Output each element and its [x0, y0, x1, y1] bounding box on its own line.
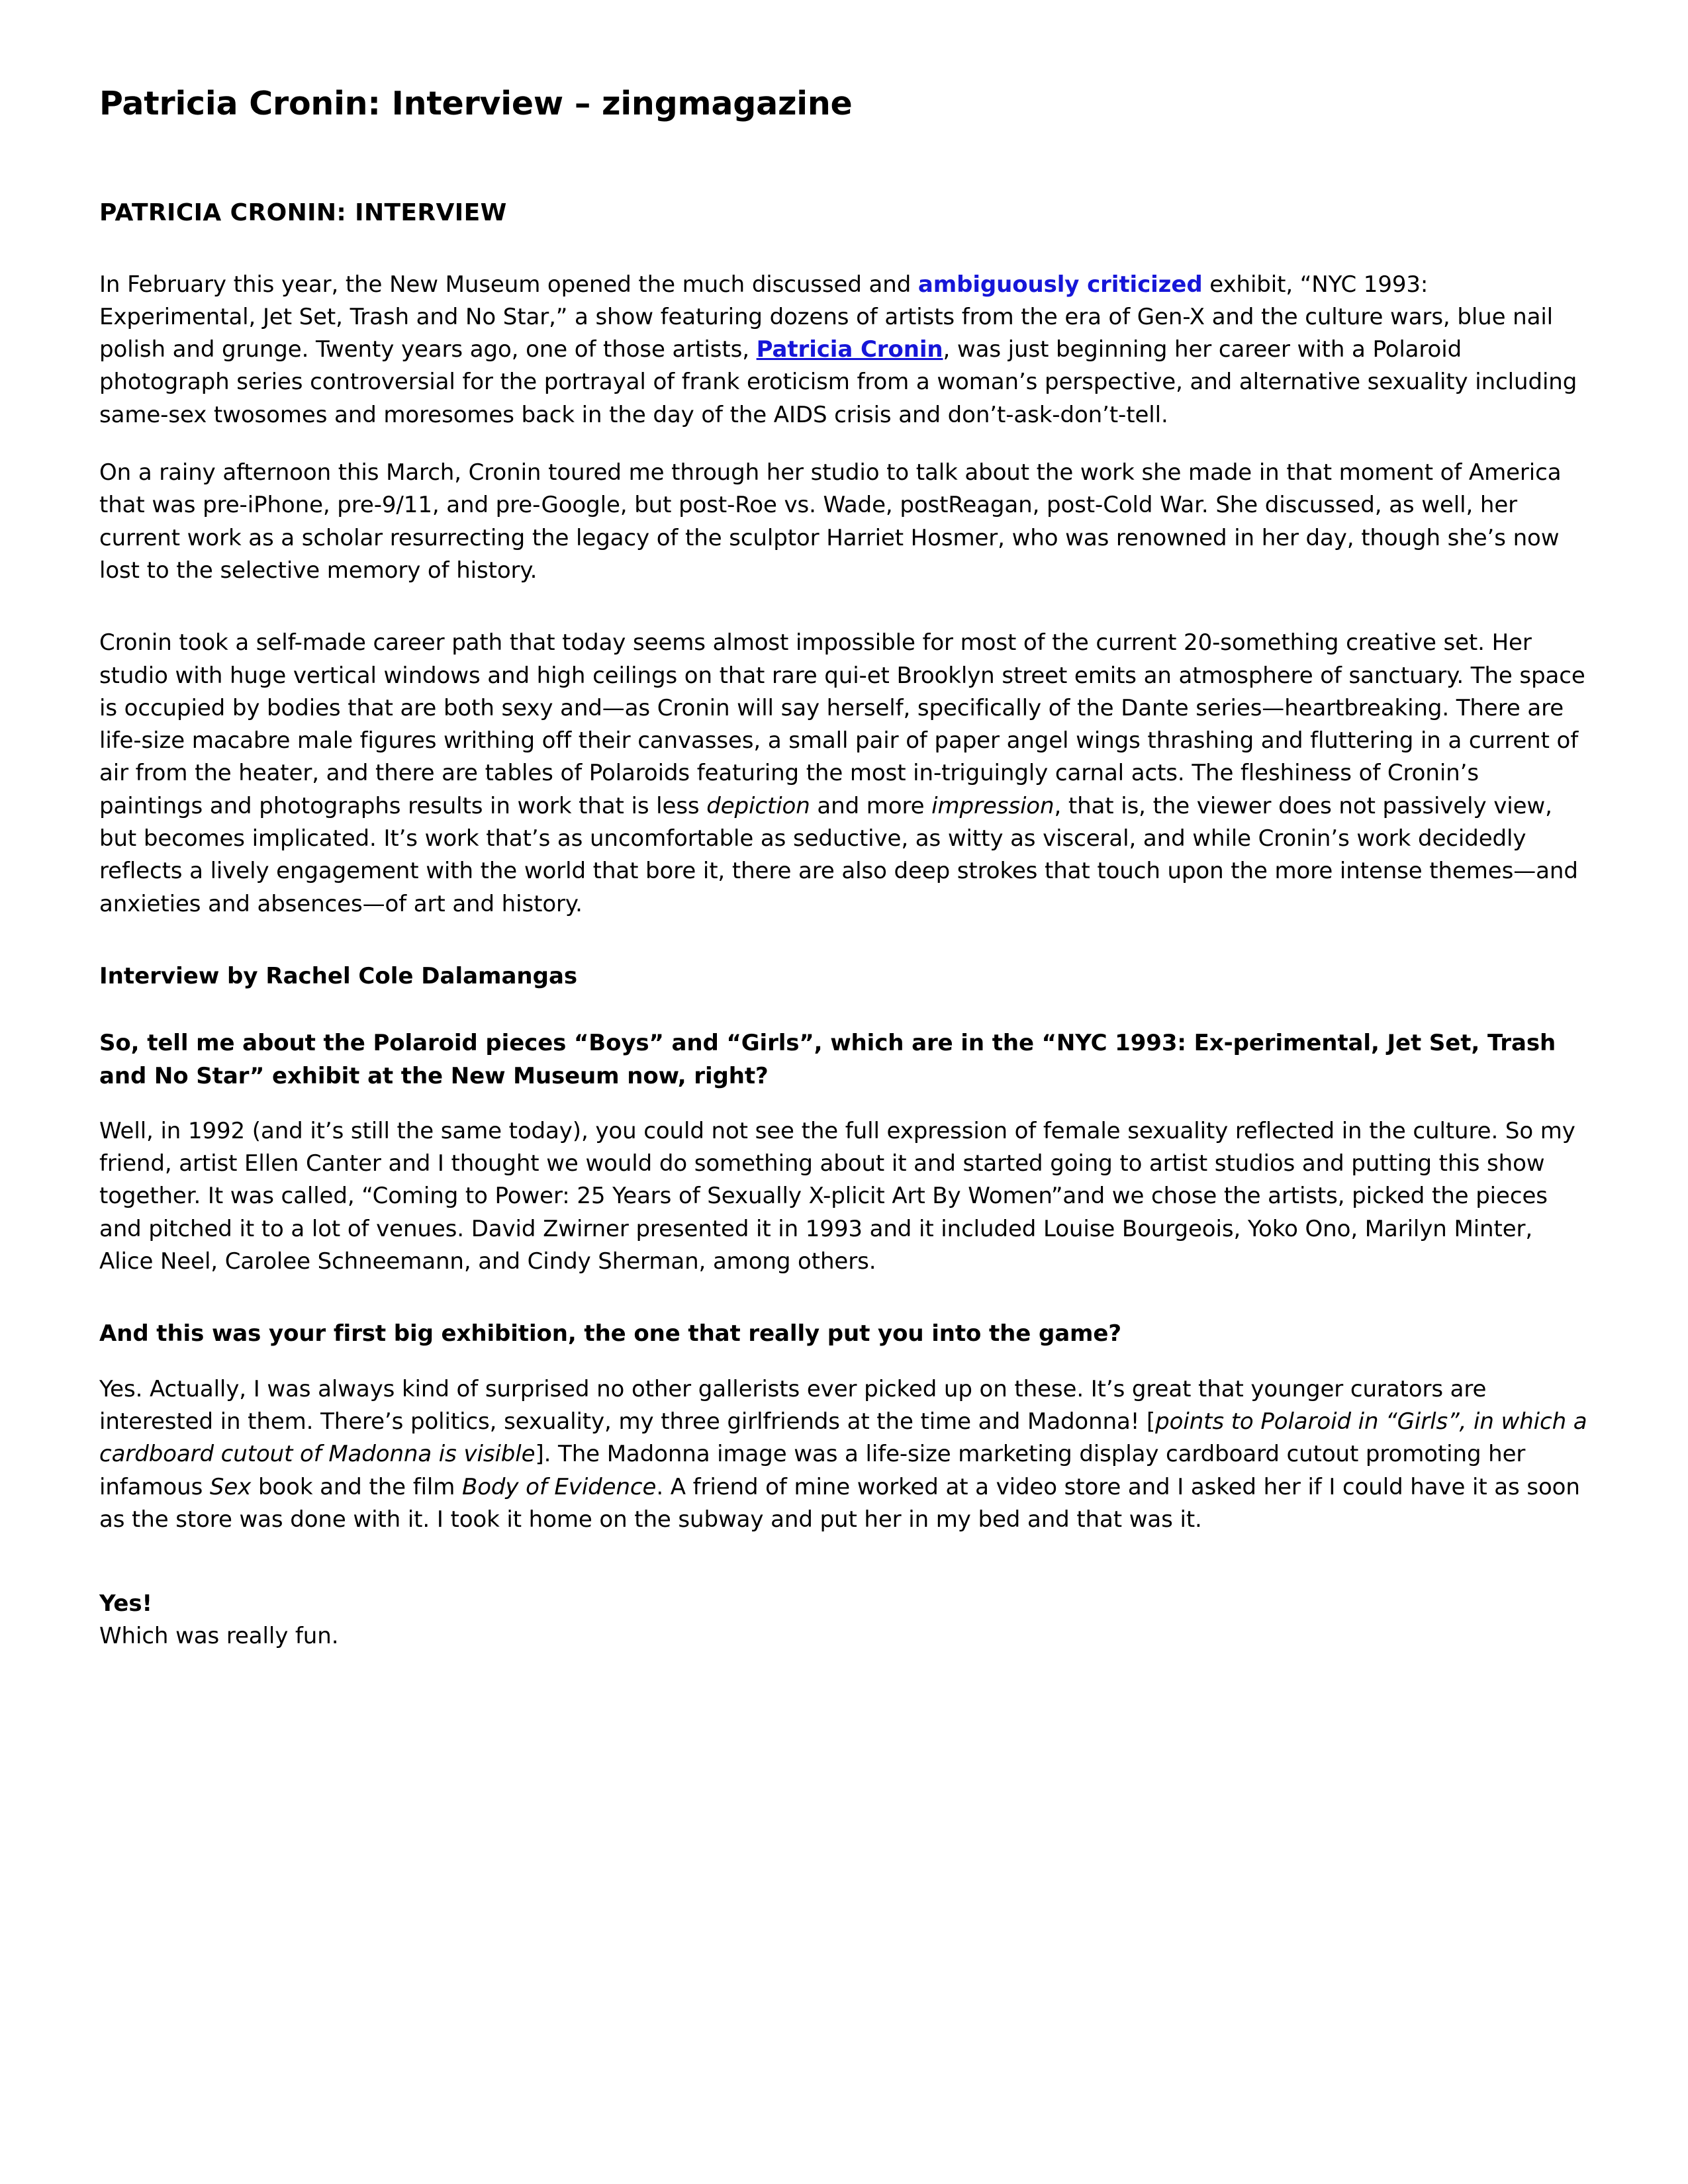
question-1: So, tell me about the Polaroid pieces “Boys” and “Girls”, which are in the “NYC 1993: Ex-perimental, Jet Set, Trash and No Star” exhibit at the New Museum now, right?	[99, 1030, 1556, 1089]
spacer	[99, 612, 1589, 627]
spacer	[99, 229, 1589, 269]
answer-3: Which was really fun.	[99, 1623, 339, 1650]
answer-2-text-a: Yes. Actually, I was always kind of surprised no other gallerists ever picked up on these. It’s great that younger curators are interested in them. There’s politics, sexuality, my three girlfriends at the time and Madonna! [	[99, 1375, 1487, 1435]
link-patricia-cronin[interactable]: Patricia Cronin	[756, 336, 943, 363]
answer-2-text-b: ]. The Madonna image was a life-size marketing display cardboard cutout promoting her infamous	[99, 1441, 1526, 1500]
answer-2	[99, 1373, 1589, 1536]
answer-2-text-d: . A friend of mine worked at a video store and I asked her if I could have it as soon as the store was done with it. I took it home on the subway and put her in my bed and that was it.	[99, 1473, 1580, 1533]
question-3: Yes!	[99, 1590, 152, 1617]
intro-paragraph-3	[99, 627, 1589, 921]
answer-1: Well, in 1992 (and it’s still the same today), you could not see the full expression of female sexuality reflected in the culture. So my friend, artist Ellen Canter and I thought we would do something about it and started going to artist studios and putting this show together. It was called, “Coming to Power: 25 Years of Sexually X-plicit Art By Women”and we chose the artists, picked the pieces and pitched it to a lot of venues. David Zwirner presented it in 1993 and it included Louise Bourgeois, Yoko Ono, Marilyn Minter, Alice Neel, Carolee Schneemann, and Cindy Sherman, among others.	[99, 1117, 1575, 1275]
intro-p1-text-b: exhibit, “NYC 1993: Experimental, Jet Set, Trash and No Star,” a show featuring dozens of artists from the era of Gen-X and the culture wars, blue nail polish and grunge. Twenty years ago, one of those artists,	[99, 271, 1554, 363]
answer-2-stage-direction: points to Polaroid in “Girls”, in which a cardboard cutout of Madonna is visible	[99, 1408, 1587, 1468]
spacer	[99, 1303, 1589, 1318]
intro-p3-text-c: , that is, the viewer does not passively view, but becomes implicated. It’s work that’s as uncomfortable as seductive, as witty as visceral, and while Cronin’s work decidedly reflects a lively engagement with the world that bore it, there are also deep strokes that touch upon the more intense themes—and anxieties and absences—of art and history.	[99, 792, 1578, 917]
intro-p3-text-b: and more	[810, 792, 932, 819]
intro-p3-emphasis-depiction: depiction	[706, 792, 810, 819]
page-title: Patricia Cronin: Interview – zingmagazine	[99, 85, 853, 122]
link-ambiguously-criticized[interactable]: ambiguously criticized	[917, 271, 1203, 298]
interview-byline: Interview by Rachel Cole Dalamangas	[99, 962, 578, 989]
answer-2-title-sex: Sex	[209, 1473, 252, 1500]
intro-paragraph-2: On a rainy afternoon this March, Cronin toured me through her studio to talk about the work she made in that moment of America that was pre-iPhone, pre-9/11, and pre-Google, but post-Roe vs. Wade, postReagan, post-Cold War. She discussed, as well, her current work as a scholar resurrecting the legacy of the sculptor Harriet Hosmer, who was renowned in her day, though she’s now lost to the selective memory of history.	[99, 459, 1562, 584]
answer-2-text-c: book and the film	[251, 1473, 462, 1500]
intro-p3-emphasis-impression: impression	[931, 792, 1055, 819]
spacer	[99, 124, 1589, 198]
intro-p3-text-a: Cronin took a self-made career path that today seems almost impossible for most of the current 20-something creative set. Her studio with huge vertical windows and high ceilings on that rare qui-et Brooklyn street emits an atmosphere of sanctuary. The space is occupied by bodies that are both sexy and—as Cronin will say herself, specifically of the Dante series—heartbreaking. There are life-size macabre male figures writhing off their canvasses, a small pair of paper angel wings thrashing and fluttering in a current of air from the heater, and there are tables of Polaroids featuring the most in-triguingly carnal acts. The fleshiness of Cronin’s paintings and photographs results in work that is less	[99, 629, 1585, 819]
intro-p1-text-a: In February this year, the New Museum opened the much discussed and	[99, 271, 918, 298]
intro-paragraph-1	[99, 269, 1589, 432]
question-2: And this was your first big exhibition, the one that really put you into the game?	[99, 1320, 1121, 1347]
answer-2-title-body-of-evidence: Body of Evidence	[462, 1473, 657, 1500]
spacer	[99, 1561, 1589, 1588]
article-heading: PATRICIA CRONIN: INTERVIEW	[99, 199, 507, 226]
intro-p1-text-c: , was just beginning her career with a Polaroid photograph series controversial for the portrayal of frank eroticism from a woman’s perspective, and alternative sexuality including same-sex twosomes and moresomes back in the day of the AIDS crisis and don’t-ask-don’t-tell.	[99, 336, 1577, 428]
spacer	[99, 946, 1589, 960]
